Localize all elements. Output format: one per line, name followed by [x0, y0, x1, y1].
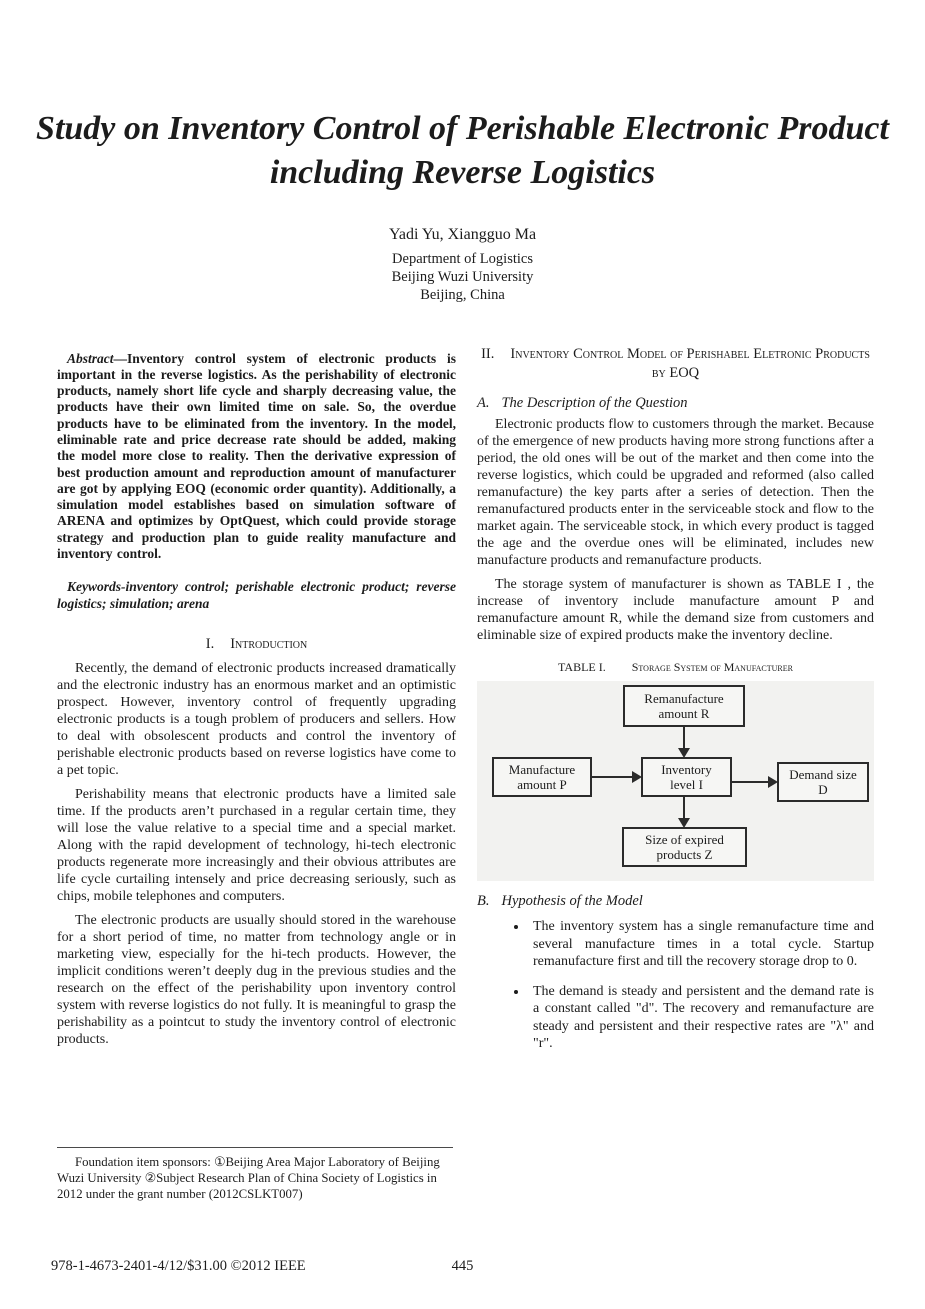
intro-paragraph-1: Recently, the demand of electronic products increased dramatically and the electronic industry has an enormous market and an optimistic prospect. However, inventory control of frequently upgrading electronic products is a tough problem of producers and sellers. How to deal with obsolescent products and control the inventory of perishable electronic products based on reverse logistics have come to a pet topic. [57, 661, 456, 779]
authors-block [0, 226, 925, 304]
hypothesis-bullet-1: • The inventory system has a single remanufacture time and several manufacture times in a total cycle. Startup remanufacture first and till the recovery storage drop to 0. [528, 918, 874, 971]
hypothesis-bullet-2: • The demand is steady and persistent and the demand rate is a constant called "d". The recovery and remanufacture are steady and persistent and their respective rates are "λ" and "r". [528, 983, 874, 1053]
section-2-number: II. [481, 346, 495, 362]
storage-system-diagram [477, 681, 874, 881]
subsection-b-heading [477, 893, 874, 910]
subsection-a-label: A. [477, 395, 490, 411]
description-paragraph-2: The storage system of manufacturer is shown as TABLE I , the increase of inventory include manufacture amount P and remanufacture amount R, while the demand size from customers and eliminable size of expired products make the inventory decline. [477, 577, 874, 643]
author-city: Beijing, China [420, 287, 505, 303]
diagram-node-expired-products: Size of expired products Z [622, 827, 747, 867]
abstract [57, 351, 456, 563]
table-caption-title: Storage System of Manufacturer [631, 660, 793, 674]
author-university: Beijing Wuzi University [391, 269, 534, 285]
section-1-title: Introduction [230, 636, 308, 653]
left-column [57, 337, 456, 1055]
description-paragraph-1: Electronic products flow to customers through the market. Because of the emergence of new products having more strong functions after a period, the old ones will be out of the market and then come into the reverse logistics, which could be upgraded and reformed (also called remanufacture) the key parts after a series of detection. Then the remanufactured products enter in the serviceable stock and flow to the market again. The serviceable stock, in which every product is tagged the age and the overdue ones will be eliminated, includes new manufacture products and remanufacture products. [477, 417, 874, 568]
arrowhead-right-icon [632, 771, 642, 783]
footer-copyright: 978-1-4673-2401-4/12/$31.00 ©2012 IEEE [51, 1258, 306, 1274]
right-column [477, 345, 874, 1065]
subsection-b-label: B. [477, 893, 490, 909]
table-caption-label: TABLE I. [558, 660, 606, 674]
hypothesis-bullet-list [477, 918, 874, 1053]
footnote-sponsors: Foundation item sponsors: ①Beijing Area Major Laboratory of Beijing Wuzi University ②Subject Research Plan of China Society of Logistics in 2012 under the grant number (2012CSLKT007) [57, 1155, 440, 1201]
subsection-a-title: The Description of the Question [501, 395, 688, 411]
table-caption [477, 660, 874, 675]
diagram-node-manufacture-amount: Manufacture amount P [492, 757, 592, 797]
abstract-text: —Inventory control system of electronic products is important in the reverse logistics. As the perishability of electronic products, namely short life cycle and sharply decreasing value, the products have their own limited time on sale. So, the overdue products have to be eliminated from the inventory. In the model, eliminable rate and price decrease rate should be added, making the model more close to reality. Then the derivative expression of best production amount and reproduction amount of manufacturer are got by applying EOQ (economic order quantity). Additionally, a simulation model establishes based on simulation software of ARENA and optimizes by OptQuest, which could provide storage strategy and production plan to guide reality manufacture and inventory control. [57, 350, 456, 562]
intro-paragraph-3: The electronic products are usually should stored in the warehouse for a short period of time, no matter from technology angle or in marketing view, especially for the hi-tech products. However, the implicit conditions weren’t deeply dug in the previous studies and the research on the effect of the perishability upon inventory control system with reverse logistics do not fully. It is meaningful to grasp the perishability as a pointcut to study the inventory control of electronic products. [57, 913, 456, 1048]
author-department: Department of Logistics [392, 251, 533, 267]
footer-page-number: 445 [451, 1258, 474, 1274]
arrowhead-down-icon [678, 818, 690, 828]
arrow-remanufacture-to-inventory [683, 727, 685, 750]
arrowhead-down-icon [678, 748, 690, 758]
intro-paragraph-2: Perishability means that electronic products have a limited sale time. If the products aren’t purchased in a regular certain time, they will lose the value relative to a special time and a special market. Along with the rapid development of technology, hi-tech electronic products regenerate more increasingly and their obvious attributes are life cycle curtailing intensely and price decreasing seriously, such as chips, mobile telephones and computers. [57, 787, 456, 905]
diagram-node-demand-size: Demand size D [777, 762, 869, 802]
abstract-label: Abstract [67, 350, 114, 366]
section-1-heading [57, 635, 456, 654]
arrowhead-right-icon [768, 776, 778, 788]
paper-title: Study on Inventory Control of Perishable Electronic Product including Reverse Logistics [36, 109, 889, 191]
subsection-a-heading [477, 395, 874, 412]
author-names: Yadi Yu, Xiangguo Ma [388, 226, 537, 243]
arrow-inventory-to-demand [732, 781, 770, 783]
diagram-node-inventory-level: Inventory level I [641, 757, 732, 797]
arrow-manufacture-to-inventory [592, 776, 634, 778]
footnote-divider [57, 1147, 453, 1148]
keywords: Keywords-inventory control; perishable electronic product; reverse logistics; simulation; arena [57, 579, 456, 611]
diagram-node-remanufacture-amount: Remanufacture amount R [623, 685, 745, 727]
section-1-number: I. [205, 636, 215, 653]
section-2-title: Inventory Control Model of Perishabel Eletronic Products by EOQ [510, 346, 870, 381]
arrow-inventory-to-expired [683, 797, 685, 820]
subsection-b-title: Hypothesis of the Model [501, 893, 643, 909]
section-2-heading [477, 345, 874, 383]
